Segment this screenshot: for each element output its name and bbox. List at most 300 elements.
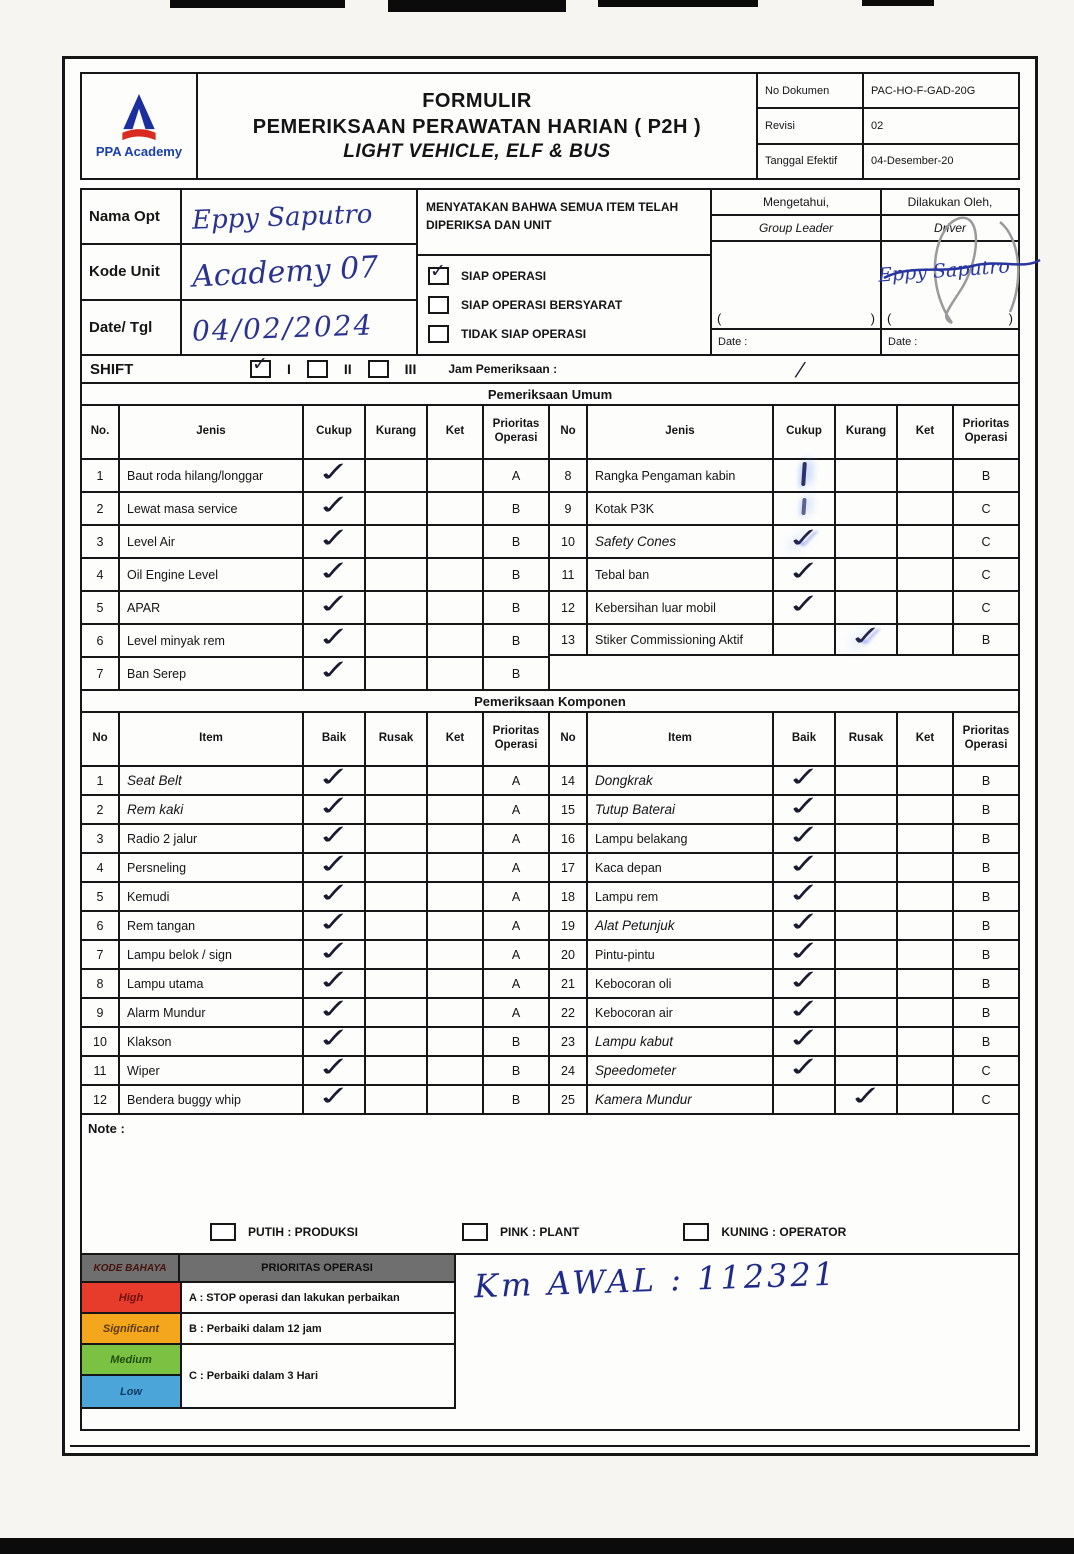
operator-field-row	[82, 190, 416, 245]
priority-cell: B	[954, 852, 1018, 881]
col-header-ket: Ket	[898, 406, 954, 458]
komponen-tables	[80, 711, 1020, 1115]
item-name: Radio 2 jalur	[120, 823, 304, 852]
approval-title: Dilakukan Oleh,	[882, 190, 1018, 216]
item-name: Kebocoran air	[588, 997, 774, 1026]
table-row	[550, 818, 1018, 852]
table-row	[550, 963, 1018, 997]
item-name: Dongkrak	[588, 765, 774, 794]
priority-cell: B	[954, 458, 1018, 491]
priority-cell: B	[484, 1084, 548, 1113]
rusak-cell	[366, 881, 428, 910]
table-row	[82, 905, 548, 939]
row-number: 20	[550, 939, 588, 968]
checkbox	[462, 1223, 488, 1241]
priority-cell: B	[954, 939, 1018, 968]
kurang-cell	[836, 491, 898, 524]
table-row	[550, 905, 1018, 939]
priority-a: A : STOP operasi dan lakukan perbaikan	[182, 1283, 454, 1314]
handwritten-checkmark: ✓	[315, 789, 353, 822]
priority-cell: A	[484, 458, 548, 491]
doc-info-label: Revisi	[758, 109, 864, 142]
item-name: Ban Serep	[120, 656, 304, 689]
item-name: Bendera buggy whip	[120, 1084, 304, 1113]
table-row	[82, 847, 548, 881]
table-row	[82, 1079, 548, 1113]
ket-cell	[428, 997, 484, 1026]
row-number: 16	[550, 823, 588, 852]
item-name: Kaca depan	[588, 852, 774, 881]
rusak-cell	[836, 794, 898, 823]
item-name: Seat Belt	[120, 765, 304, 794]
row-number: 3	[82, 524, 120, 557]
table-body	[550, 760, 1018, 1113]
col-header-ket: Ket	[428, 713, 484, 765]
handwritten-checkmark: ✓	[315, 1050, 353, 1083]
ket-cell	[898, 1055, 954, 1084]
declaration-statement: MENYATAKAN BAHWA SEMUA ITEM TELAH DIPERIKSA DAN UNIT	[418, 190, 710, 256]
priority-b: B : Perbaiki dalam 12 jam	[182, 1314, 454, 1345]
table-row	[82, 653, 548, 689]
handwritten-checkmark: ✓	[315, 455, 353, 488]
declaration-option	[428, 260, 710, 285]
doc-info-value: 04-Desember-20	[871, 155, 954, 168]
baik-cell	[774, 789, 836, 823]
priority-cell: C	[954, 491, 1018, 524]
rusak-cell	[366, 823, 428, 852]
ket-cell	[428, 1026, 484, 1055]
scan-artifact	[0, 1538, 1074, 1554]
ket-cell	[428, 590, 484, 623]
table-row	[82, 992, 548, 1026]
priority-cell: B	[954, 794, 1018, 823]
signature-area	[712, 242, 880, 328]
priority-cell: A	[484, 997, 548, 1026]
table-row	[82, 818, 548, 852]
row-number: 10	[550, 524, 588, 557]
item-name: Speedometer	[588, 1055, 774, 1084]
item-name: Kamera Mundur	[588, 1084, 774, 1113]
kurang-cell	[836, 524, 898, 557]
rusak-cell	[366, 852, 428, 881]
ket-cell	[898, 491, 954, 524]
item-name: Lampu belok / sign	[120, 939, 304, 968]
table-body	[82, 760, 548, 1113]
kurang-cell	[836, 590, 898, 623]
handwritten-checkmark: ✓	[315, 905, 353, 938]
declaration-option	[428, 325, 710, 343]
kurang-cell	[836, 557, 898, 590]
page-title: FORMULIR	[422, 89, 532, 112]
cukup-cell	[304, 653, 366, 689]
rusak-cell	[366, 939, 428, 968]
rusak-cell	[366, 1084, 428, 1113]
kurang-cell	[366, 524, 428, 557]
row-number: 11	[550, 557, 588, 590]
row-number: 18	[550, 881, 588, 910]
table-row	[550, 789, 1018, 823]
handwritten-checkmark: ✓	[430, 260, 446, 282]
rusak-cell	[836, 1055, 898, 1084]
table-row	[82, 521, 548, 557]
rusak-cell	[836, 1079, 898, 1113]
inspection-time-mark: /	[795, 356, 806, 382]
baik-cell	[774, 1050, 836, 1084]
handwritten-checkmark: ✓	[847, 1079, 885, 1112]
col-header-item: Item	[120, 713, 304, 765]
legend-body	[82, 1283, 454, 1407]
paren-open: (	[887, 311, 892, 326]
ket-cell	[898, 623, 954, 656]
rusak-cell	[366, 1055, 428, 1084]
ket-cell	[428, 458, 484, 491]
row-number: 9	[82, 997, 120, 1026]
item-name: Rem tangan	[120, 910, 304, 939]
row-number: 19	[550, 910, 588, 939]
option-label: SIAP OPERASI BERSYARAT	[461, 298, 623, 312]
ppa-academy-logo	[82, 74, 198, 178]
col-header-cukup: Cukup	[304, 406, 366, 458]
table-row	[82, 620, 548, 656]
cukup-cell	[774, 623, 836, 656]
handwritten-checkmark: ✓	[785, 818, 823, 851]
kurang-cell	[836, 458, 898, 491]
kurang-cell	[366, 590, 428, 623]
shift-option	[250, 353, 291, 378]
kurang-cell	[366, 458, 428, 491]
col-header-kurang: Kurang	[836, 406, 898, 458]
shift-option	[368, 360, 417, 378]
ket-cell	[428, 852, 484, 881]
baik-cell	[304, 818, 366, 852]
table-row	[550, 619, 1018, 656]
item-name: Rangka Pengaman kabin	[588, 458, 774, 491]
priority-header: PRIORITAS OPERASI	[261, 1262, 373, 1274]
handwritten-checkmark: ✓	[252, 353, 268, 375]
checkbox	[428, 296, 449, 314]
rusak-cell	[836, 823, 898, 852]
handwritten-value: Academy 07	[191, 250, 380, 296]
umum-table-right	[550, 406, 1018, 656]
priority-cell: C	[954, 557, 1018, 590]
cukup-cell	[304, 488, 366, 524]
handwritten-checkmark: ✓	[315, 488, 353, 521]
handwritten-checkmark: ✓	[315, 847, 353, 880]
table-row	[550, 1079, 1018, 1113]
item-name: Alarm Mundur	[120, 997, 304, 1026]
priority-cell: B	[954, 881, 1018, 910]
row-number: 5	[82, 881, 120, 910]
item-name: Lampu utama	[120, 968, 304, 997]
doc-info-label: Tanggal Efektif	[758, 145, 864, 178]
signature-name: Eppy Saputro	[877, 255, 1011, 287]
baik-cell	[774, 1021, 836, 1055]
cukup-cell	[774, 491, 836, 524]
col-header-prioritas: Prioritas Operasi	[962, 725, 1010, 751]
table-row	[82, 876, 548, 910]
row-number: 11	[82, 1055, 120, 1084]
priority-cell: A	[484, 852, 548, 881]
row-number: 7	[82, 656, 120, 689]
row-number: 21	[550, 968, 588, 997]
rusak-cell	[836, 765, 898, 794]
ket-cell	[898, 997, 954, 1026]
ket-cell	[898, 968, 954, 997]
paren-open: (	[717, 311, 722, 326]
table-row	[550, 934, 1018, 968]
copy-color-legend	[210, 1223, 846, 1241]
table-row	[82, 1021, 548, 1055]
baik-cell	[304, 992, 366, 1026]
operator-fields	[82, 190, 418, 354]
ket-cell	[428, 794, 484, 823]
declaration-block	[418, 190, 712, 354]
table-row	[550, 876, 1018, 910]
shift-label: SHIFT	[90, 360, 134, 378]
col-header-no: No	[550, 713, 588, 765]
copy-label: PINK : PLANT	[500, 1225, 580, 1239]
ket-cell	[898, 881, 954, 910]
item-name: Kebersihan luar mobil	[588, 590, 774, 623]
baik-cell	[304, 760, 366, 794]
priority-cell: A	[484, 823, 548, 852]
priority-descriptions	[182, 1283, 454, 1407]
table-row	[550, 847, 1018, 881]
item-name: Lampu rem	[588, 881, 774, 910]
field-label: Nama Opt	[82, 190, 182, 243]
rusak-cell	[836, 968, 898, 997]
shift-options	[250, 353, 432, 378]
row-number: 1	[82, 765, 120, 794]
handwritten-checkmark: ✓	[315, 620, 353, 653]
ket-cell	[898, 458, 954, 491]
doc-info-row	[758, 74, 1018, 109]
ppa-logo-icon	[112, 94, 166, 142]
table-row	[82, 455, 548, 491]
baik-cell	[774, 847, 836, 881]
col-header-jenis: Jenis	[120, 406, 304, 458]
row-number: 6	[82, 910, 120, 939]
priority-cell: B	[484, 590, 548, 623]
ket-cell	[898, 557, 954, 590]
shift-number: I	[287, 361, 291, 377]
section-title-umum: Pemeriksaan Umum	[80, 382, 1020, 406]
priority-cell: A	[484, 910, 548, 939]
row-number: 3	[82, 823, 120, 852]
item-name: Rem kaki	[120, 794, 304, 823]
priority-cell: C	[954, 590, 1018, 623]
item-name: APAR	[120, 590, 304, 623]
table-body	[82, 455, 548, 689]
baik-cell	[304, 905, 366, 939]
handwritten-checkmark: ✓	[785, 963, 823, 996]
baik-cell	[774, 818, 836, 852]
ket-cell	[428, 557, 484, 590]
col-header-ket: Ket	[898, 713, 954, 765]
rusak-cell	[366, 1026, 428, 1055]
paren-close: )	[1008, 311, 1013, 326]
signature-parens	[882, 311, 1018, 328]
row-number: 1	[82, 458, 120, 491]
ket-cell	[428, 491, 484, 524]
baik-cell	[774, 905, 836, 939]
row-number: 4	[82, 852, 120, 881]
row-number: 23	[550, 1026, 588, 1055]
copy-label: PUTIH : PRODUKSI	[248, 1225, 359, 1239]
item-name: Kemudi	[120, 881, 304, 910]
handwritten-checkmark: ✓	[785, 1050, 823, 1083]
table-body	[550, 458, 1018, 656]
col-header-no: No	[550, 406, 588, 458]
approval-group-leader	[712, 190, 882, 354]
priority-cell: B	[954, 765, 1018, 794]
komponen-table-left	[82, 713, 550, 1113]
row-number: 24	[550, 1055, 588, 1084]
baik-cell	[774, 876, 836, 910]
handwritten-km-note: Km AWAL : 112321	[473, 1254, 838, 1306]
kurang-cell	[366, 623, 428, 656]
priority-cell: C	[954, 1055, 1018, 1084]
handwritten-checkmark: ✓	[315, 554, 353, 587]
ket-cell	[898, 910, 954, 939]
handwritten-checkmark: ✓	[785, 847, 823, 880]
declaration-option	[428, 296, 710, 314]
priority-cell: B	[484, 524, 548, 557]
baik-cell	[304, 1050, 366, 1084]
item-name: Persneling	[120, 852, 304, 881]
baik-cell	[774, 992, 836, 1026]
ket-cell	[428, 939, 484, 968]
priority-cell: C	[954, 1084, 1018, 1113]
handwritten-checkmark: ✓	[315, 818, 353, 851]
rusak-cell	[836, 881, 898, 910]
form-header	[80, 72, 1020, 180]
row-number: 2	[82, 794, 120, 823]
priority-c: C : Perbaiki dalam 3 Hari	[189, 1370, 318, 1382]
col-header-kurang: Kurang	[366, 406, 428, 458]
operator-field-row	[82, 245, 416, 300]
row-number: 2	[82, 491, 120, 524]
declaration-options	[418, 256, 710, 354]
handwritten-checkmark: ✓	[315, 1079, 353, 1112]
handwritten-checkmark: ✓	[785, 934, 823, 967]
shift-number: III	[404, 361, 417, 377]
cukup-cell	[774, 458, 836, 491]
table-row	[82, 1050, 548, 1084]
operator-field-row	[82, 301, 416, 354]
ket-cell	[428, 1055, 484, 1084]
col-header-prioritas: Prioritas Operasi	[492, 418, 540, 444]
ket-cell	[428, 910, 484, 939]
table-row	[82, 963, 548, 997]
approval-role: Driver	[882, 216, 1018, 242]
priority-cell: A	[484, 939, 548, 968]
item-name: Lewat masa service	[120, 491, 304, 524]
ket-cell	[898, 852, 954, 881]
ket-cell	[898, 524, 954, 557]
baik-cell	[304, 789, 366, 823]
baik-cell	[304, 1021, 366, 1055]
handwritten-checkmark: ✓	[785, 1021, 823, 1054]
cukup-cell	[304, 554, 366, 590]
priority-cell: B	[484, 491, 548, 524]
ket-cell	[898, 823, 954, 852]
kurang-cell	[366, 557, 428, 590]
col-header-no: No.	[82, 406, 120, 458]
priority-cell: B	[484, 656, 548, 689]
col-header-item: Item	[588, 713, 774, 765]
row-number: 6	[82, 623, 120, 656]
hazard-level-cell: High	[82, 1283, 180, 1314]
row-number: 17	[550, 852, 588, 881]
doc-info-row	[758, 145, 1018, 178]
paren-close: )	[870, 311, 875, 326]
signature-area	[877, 242, 1018, 328]
p2h-form	[62, 56, 1038, 1456]
logo-label: PPA Academy	[95, 143, 183, 159]
col-header-baik: Baik	[304, 713, 366, 765]
table-row	[82, 934, 548, 968]
row-number: 12	[550, 590, 588, 623]
row-number: 8	[550, 458, 588, 491]
handwritten-checkmark: ✓	[315, 876, 353, 909]
priority-cell: B	[484, 623, 548, 656]
row-number: 22	[550, 997, 588, 1026]
checkbox	[307, 360, 328, 378]
item-name: Pintu-pintu	[588, 939, 774, 968]
cukup-cell	[774, 521, 836, 557]
table-row	[550, 521, 1018, 557]
handwritten-checkmark: ✓	[785, 992, 823, 1025]
baik-cell	[304, 847, 366, 881]
ket-cell	[428, 968, 484, 997]
scan-artifact	[388, 0, 566, 12]
table-row	[550, 992, 1018, 1026]
cukup-cell	[774, 587, 836, 623]
priority-cell: B	[484, 1055, 548, 1084]
row-number: 9	[550, 491, 588, 524]
handwritten-checkmark: ✓	[315, 963, 353, 996]
priority-cell: B	[954, 910, 1018, 939]
approval-role: Group Leader	[712, 216, 880, 242]
table-row	[550, 760, 1018, 794]
field-label: Date/ Tgl	[82, 301, 182, 354]
item-name: Baut roda hilang/longgar	[120, 458, 304, 491]
item-name: Kebocoran oli	[588, 968, 774, 997]
ket-cell	[428, 1084, 484, 1113]
item-name: Alat Petunjuk	[588, 910, 774, 939]
baik-cell	[304, 876, 366, 910]
ket-cell	[898, 1084, 954, 1113]
handwritten-checkmark: ✓	[785, 521, 823, 554]
table-row	[82, 488, 548, 524]
baik-cell	[304, 963, 366, 997]
item-name: Tutup Baterai	[588, 794, 774, 823]
hazard-level-cell: Significant	[82, 1314, 180, 1345]
table-row	[82, 554, 548, 590]
ket-cell	[898, 765, 954, 794]
page-subtitle: PEMERIKSAAN PERAWATAN HARIAN ( P2H )	[252, 115, 702, 138]
operator-info-band	[80, 188, 1020, 356]
approval-driver	[877, 190, 1018, 354]
ket-cell	[898, 590, 954, 623]
priority-cell: B	[954, 623, 1018, 656]
doc-info-value: PAC-HO-F-GAD-20G	[871, 84, 976, 97]
handwritten-checkmark: ✓	[785, 587, 823, 620]
cukup-cell	[774, 554, 836, 590]
checkbox	[210, 1223, 236, 1241]
checkbox	[428, 325, 449, 343]
